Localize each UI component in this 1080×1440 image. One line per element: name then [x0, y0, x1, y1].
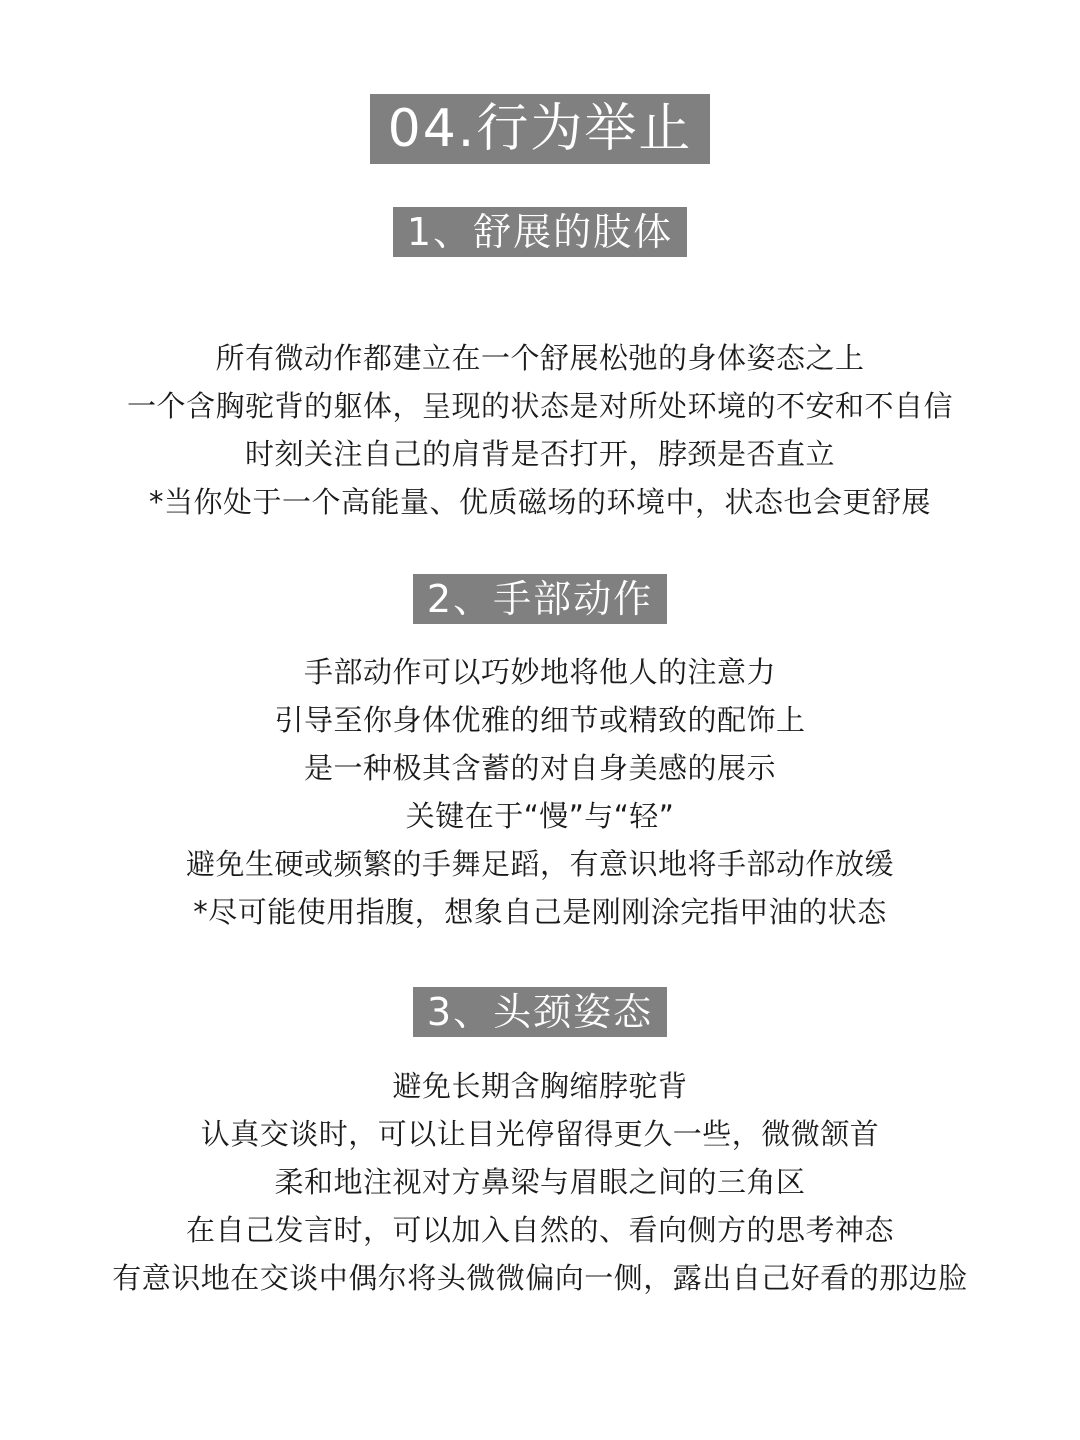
section-1-line: 所有微动作都建立在一个舒展松弛的身体姿态之上	[215, 341, 865, 375]
section-3-line: 认真交谈时，可以让目光停留得更久一些，微微颔首	[200, 1117, 880, 1151]
section-1-line: 一个含胸驼背的躯体，呈现的状态是对所处环境的不安和不自信	[126, 389, 953, 423]
section-3-body	[0, 1062, 1080, 1302]
section-3-heading-wrap	[0, 987, 1080, 1037]
section-2-line: 避免生硬或频繁的手舞足蹈，有意识地将手部动作放缓	[185, 847, 894, 881]
section-2-heading: 2、手部动作	[413, 574, 667, 624]
section-1-body	[0, 334, 1080, 526]
section-3-line: 有意识地在交谈中偶尔将头微微偏向一侧，露出自己好看的那边脸	[112, 1261, 968, 1295]
section-2-line: 是一种极其含蓄的对自身美感的展示	[303, 751, 776, 785]
section-1-line: 时刻关注自己的肩背是否打开，脖颈是否直立	[244, 437, 835, 471]
page-title-wrap	[0, 94, 1080, 164]
section-2-body	[0, 648, 1080, 936]
section-3-line: 柔和地注视对方鼻梁与眉眼之间的三角区	[274, 1165, 806, 1199]
section-1-heading-wrap	[0, 207, 1080, 257]
page-title: 04.行为举止	[370, 94, 711, 164]
section-1-heading: 1、舒展的肢体	[393, 207, 687, 257]
section-2-line: 关键在于“慢”与“轻”	[405, 799, 675, 833]
section-3-heading: 3、头颈姿态	[413, 987, 667, 1037]
section-3-line: 在自己发言时，可以加入自然的、看向侧方的思考神态	[185, 1213, 894, 1247]
section-1-line: *当你处于一个高能量、优质磁场的环境中，状态也会更舒展	[148, 485, 931, 519]
section-2-line: *尽可能使用指腹，想象自己是刚刚涂完指甲油的状态	[193, 895, 887, 929]
section-2-line: 引导至你身体优雅的细节或精致的配饰上	[274, 703, 806, 737]
section-3-line: 避免长期含胸缩脖驼背	[392, 1069, 688, 1103]
section-2-heading-wrap	[0, 574, 1080, 624]
section-2-line: 手部动作可以巧妙地将他人的注意力	[303, 655, 776, 689]
